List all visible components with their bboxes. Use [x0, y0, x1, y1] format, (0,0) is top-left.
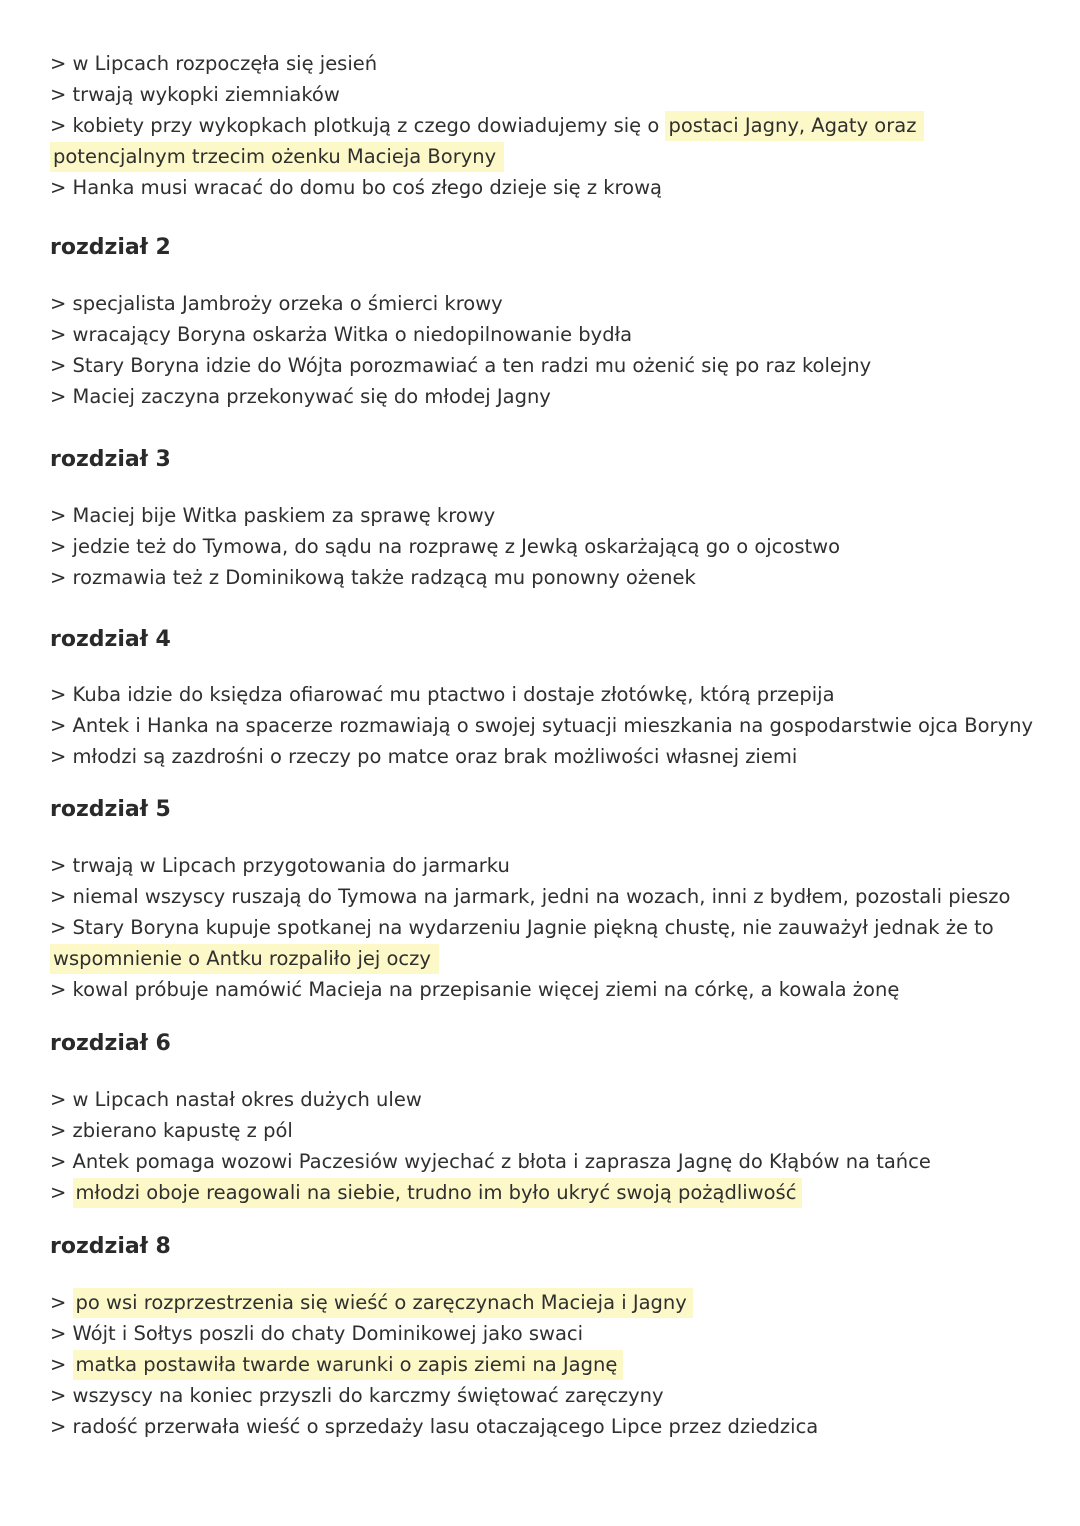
highlighted-text: postaci Jagny, Agaty oraz potencjalnym trzecim ożenku Macieja Boryny — [50, 111, 924, 172]
list-item: > rozmawia też z Dominikową także radzącą mu ponowny ożenek — [50, 566, 696, 589]
list-item: > wszyscy na koniec przyszli do karczmy świętować zaręczyny — [50, 1384, 664, 1407]
chapter-heading: rozdział 5 — [50, 797, 171, 822]
list-item: > wracający Boryna oskarża Witka o niedopilnowanie bydła — [50, 323, 633, 346]
list-item: > Antek pomaga wozowi Paczesiów wyjechać z błota i zaprasza Jagnę do Kłąbów na tańce — [50, 1150, 931, 1173]
chapter-heading: rozdział 3 — [50, 447, 171, 472]
list-item-text: > — [50, 1181, 73, 1204]
chapter-heading: rozdział 8 — [50, 1234, 171, 1259]
chapter-3-section — [50, 445, 1040, 593]
chapter-heading: rozdział 2 — [50, 235, 171, 260]
list-item: > Wójt i Sołtys poszli do chaty Dominikowej jako swaci — [50, 1322, 584, 1345]
highlighted-text: matka postawiła twarde warunki o zapis ziemi na Jagnę — [73, 1350, 624, 1380]
chapter-heading: rozdział 4 — [50, 627, 171, 652]
list-item — [50, 912, 1010, 974]
chapter-4-section — [50, 625, 1040, 772]
list-item-text: > Stary Boryna kupuje spotkanej na wydarzeniu Jagnie piękną chustę, nie zauważył jednak że to — [50, 916, 994, 939]
list-item: > zbierano kapustę z pól — [50, 1119, 293, 1142]
list-item — [50, 1177, 1040, 1208]
list-item: > kowal próbuje namówić Macieja na przepisanie więcej ziemi na córkę, a kowala żonę — [50, 978, 900, 1001]
list-item: > trwają wykopki ziemniaków — [50, 83, 340, 106]
highlighted-text: po wsi rozprzestrzenia się wieść o zaręczynach Macieja i Jagny — [73, 1288, 693, 1318]
document-page — [50, 48, 1040, 1442]
list-item — [50, 110, 1010, 172]
list-item: > w Lipcach rozpoczęła się jesień — [50, 52, 378, 75]
list-item: > specjalista Jambroży orzeka o śmierci krowy — [50, 292, 503, 315]
highlighted-text: wspomnienie o Antku rozpaliło jej oczy — [50, 944, 439, 974]
list-item: > trwają w Lipcach przygotowania do jarmarku — [50, 854, 510, 877]
list-item: > Stary Boryna idzie do Wójta porozmawiać a ten radzi mu ożenić się po raz kolejny — [50, 354, 872, 377]
chapter-8-section — [50, 1232, 1040, 1442]
intro-section — [50, 48, 1040, 203]
chapter-5-section — [50, 795, 1040, 1005]
chapter-6-section — [50, 1029, 1040, 1208]
list-item: > młodzi są zazdrośni o rzeczy po matce oraz brak możliwości własnej ziemi — [50, 745, 798, 768]
list-item: > radość przerwała wieść o sprzedaży lasu otaczającego Lipce przez dziedzica — [50, 1415, 819, 1438]
chapter-2-section — [50, 233, 1040, 412]
list-item: > Hanka musi wracać do domu bo coś złego dzieje się z krową — [50, 176, 662, 199]
list-item-text: > kobiety przy wykopkach plotkują z czego dowiadujemy się o — [50, 114, 666, 137]
list-item — [50, 1349, 1040, 1380]
list-item: > w Lipcach nastał okres dużych ulew — [50, 1088, 422, 1111]
list-item — [50, 1287, 1040, 1318]
list-item: > Kuba idzie do księdza ofiarować mu ptactwo i dostaje złotówkę, którą przepija — [50, 683, 835, 706]
list-item: > jedzie też do Tymowa, do sądu na rozprawę z Jewką oskarżającą go o ojcostwo — [50, 535, 841, 558]
list-item: > Maciej bije Witka paskiem za sprawę krowy — [50, 504, 496, 527]
list-item: > niemal wszyscy ruszają do Tymowa na jarmark, jedni na wozach, inni z bydłem, pozostali pieszo — [50, 885, 1011, 908]
list-item-text: > — [50, 1291, 73, 1314]
list-item: > Maciej zaczyna przekonywać się do młodej Jagny — [50, 385, 551, 408]
highlighted-text: młodzi oboje reagowali na siebie, trudno im było ukryć swoją pożądliwość — [73, 1178, 803, 1208]
list-item-text: > — [50, 1353, 73, 1376]
list-item: > Antek i Hanka na spacerze rozmawiają o swojej sytuacji mieszkania na gospodarstwie ojca Boryny — [50, 714, 1034, 737]
chapter-heading: rozdział 6 — [50, 1031, 171, 1056]
